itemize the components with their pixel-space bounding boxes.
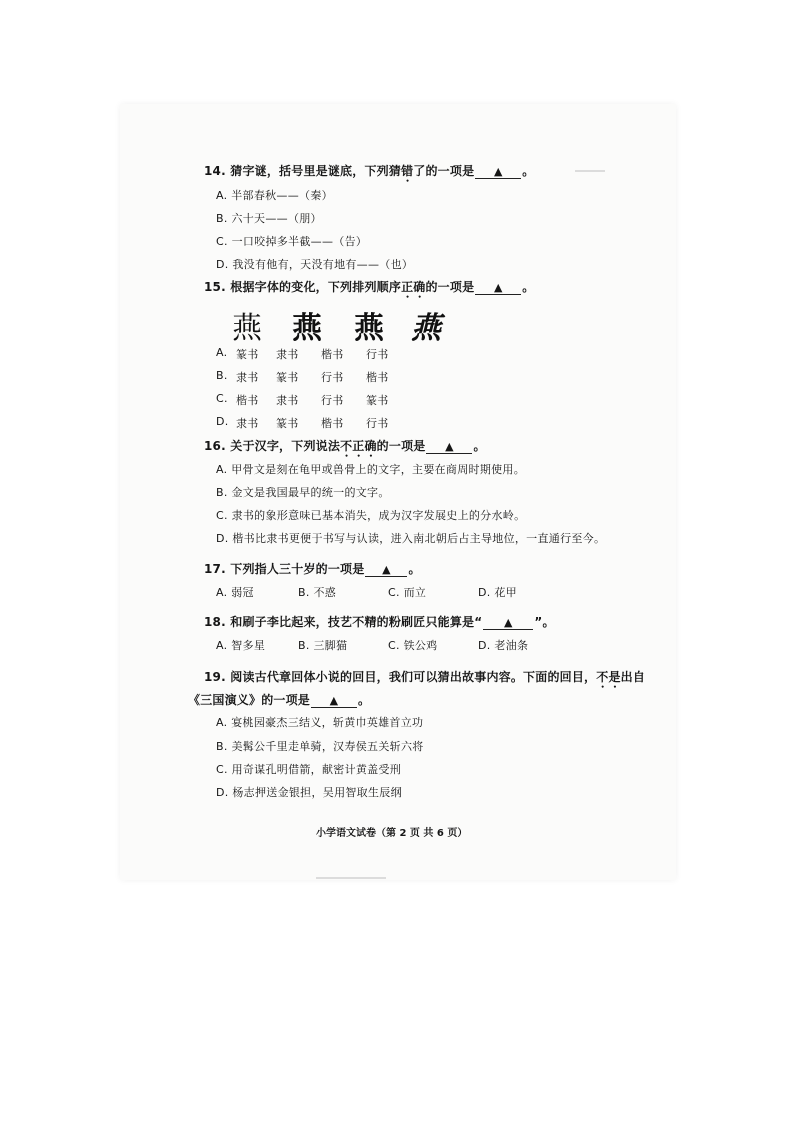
q16-option-d	[216, 530, 605, 546]
option-text: 六十天——（朋）	[231, 212, 322, 225]
q16-end: 。	[473, 439, 486, 453]
q15-option-c	[216, 392, 389, 407]
triangle-icon: ▲	[493, 165, 503, 178]
scan-smudge	[575, 170, 605, 172]
option-cell: 隶书	[276, 348, 299, 361]
option-label: C.	[216, 392, 228, 405]
q16-prefix: 关于汉字，下列说法	[230, 439, 341, 453]
q15-title	[204, 278, 534, 301]
q17-option-c: C. 而立	[388, 586, 427, 599]
q15-prefix: 根据字体的变化，下列排列顺序	[230, 280, 402, 294]
glyph-regular-script: 燕	[354, 312, 384, 345]
option-label: D.	[216, 415, 229, 428]
q14-title	[204, 162, 534, 185]
q19-number: 19.	[204, 670, 226, 684]
q17-option-a: A. 弱冠	[216, 586, 254, 599]
option-label: A.	[216, 716, 228, 729]
option-label: C.	[216, 235, 228, 248]
option-label: D.	[216, 786, 229, 799]
option-cell: 行书	[321, 394, 344, 407]
option-label: D.	[216, 258, 229, 271]
option-text: 半部春秋——（秦）	[231, 189, 333, 202]
q16-option-c	[216, 507, 525, 523]
option-label: C.	[216, 509, 228, 522]
q15-end: 。	[522, 280, 535, 294]
option-text: 用奇谋孔明借箭，献密计黄盖受刑	[231, 763, 402, 776]
q18-option-a: A. 智多星	[216, 639, 266, 652]
q17-option-b: B. 不惑	[298, 586, 337, 599]
q18-number: 18.	[204, 615, 226, 629]
option-text: 一口咬掉多半截——（告）	[231, 235, 368, 248]
q17-number: 17.	[204, 562, 226, 576]
scan-smudge	[316, 877, 386, 879]
q16-suffix: 的一项是	[376, 439, 426, 453]
q17-prefix: 下列指人三十岁的一项是	[230, 562, 365, 576]
q15-option-d	[216, 415, 389, 430]
q14-end: 。	[522, 164, 535, 178]
option-text: 宴桃园豪杰三结义，斩黄巾英雄首立功	[231, 716, 424, 729]
q19-option-c	[216, 761, 401, 777]
q17-option-d: D. 花甲	[478, 586, 517, 599]
option-label: A.	[216, 189, 228, 202]
q14-answer-blank	[475, 165, 521, 179]
option-text: 楷书比隶书更便于书写与认读，进入南北朝后占主导地位，一直通行至今。	[232, 532, 606, 545]
q19-title-line1	[204, 668, 645, 691]
option-cell: 楷书	[321, 348, 344, 361]
q15-option-b	[216, 369, 389, 384]
q19-emphasis: 不是	[596, 670, 621, 684]
q19-answer-blank	[311, 694, 357, 708]
q16-emphasis: 不正确	[340, 439, 377, 453]
q16-number: 16.	[204, 439, 226, 453]
q19-end: 。	[358, 693, 371, 707]
q18-option-b: B. 三脚猫	[298, 639, 348, 652]
triangle-icon: ▲	[329, 694, 339, 707]
glyph-clerical-script: 燕	[292, 311, 322, 346]
option-cell: 行书	[366, 348, 389, 361]
option-cell: 行书	[321, 371, 344, 384]
q15-answer-blank	[475, 281, 521, 295]
option-cell: 隶书	[236, 417, 259, 430]
option-text: 甲骨文是刻在龟甲或兽骨上的文字，主要在商周时期使用。	[231, 463, 526, 476]
glyph-running-script: 燕	[411, 311, 441, 346]
q17-title	[204, 560, 421, 577]
option-label: B.	[216, 212, 228, 225]
triangle-icon: ▲	[493, 281, 503, 294]
q14-prefix: 猜字谜，括号里是谜底，下列猜	[230, 164, 402, 178]
option-label: D.	[216, 532, 229, 545]
option-cell: 楷书	[366, 371, 389, 384]
q19-suffix: 出自	[620, 670, 646, 684]
q16-title	[204, 437, 486, 460]
option-cell: 篆书	[276, 417, 299, 430]
option-text: 隶书的象形意味已基本消失，成为汉字发展史上的分水岭。	[231, 509, 526, 522]
q18-option-d: D. 老油条	[478, 639, 529, 652]
option-cell: 楷书	[321, 417, 344, 430]
option-label: C.	[216, 763, 228, 776]
q19-option-a	[216, 714, 423, 730]
q15-emphasis: 正确	[401, 280, 426, 294]
q17-end: 。	[408, 562, 421, 576]
q14-option-d	[216, 256, 413, 272]
q14-option-b	[216, 210, 322, 226]
option-text: 金文是我国最早的统一的文字。	[231, 486, 390, 499]
option-cell: 隶书	[236, 371, 259, 384]
glyph-seal-script: 燕	[232, 311, 262, 346]
option-cell: 楷书	[236, 394, 259, 407]
q19-option-d	[216, 784, 402, 800]
q18-open-quote: “	[474, 615, 483, 629]
triangle-icon: ▲	[445, 440, 454, 453]
q18-answer-blank	[483, 616, 533, 630]
page-footer: 小学语文试卷（第 2 页 共 6 页）	[316, 828, 468, 839]
q17-answer-blank	[365, 563, 407, 577]
option-cell: 篆书	[366, 394, 389, 407]
q14-emphasis: 错	[401, 164, 414, 178]
q18-close-quote: ”。	[534, 615, 555, 629]
option-label: B.	[216, 740, 228, 753]
q16-answer-blank	[426, 440, 472, 454]
q18-prefix: 和刷子李比起来，技艺不精的粉刷匠只能算是	[230, 615, 475, 629]
q19-line2: 《三国演义》的一项是	[188, 693, 311, 707]
q15-option-a	[216, 346, 389, 361]
option-cell: 篆书	[236, 348, 259, 361]
option-label: A.	[216, 463, 228, 476]
q19-option-b	[216, 738, 424, 754]
option-label: B.	[216, 369, 228, 382]
q14-suffix: 了的一项是	[413, 164, 475, 178]
option-text: 杨志押送金银担，吴用智取生辰纲	[232, 786, 402, 799]
option-text: 美髯公千里走单骑，汉寿侯五关斩六将	[231, 740, 424, 753]
q14-option-a	[216, 187, 333, 203]
q19-prefix: 阅读古代章回体小说的回目，我们可以猜出故事内容。下面的回目，	[230, 670, 597, 684]
triangle-icon: ▲	[382, 563, 391, 576]
q18-option-c: C. 铁公鸡	[388, 639, 438, 652]
option-cell: 行书	[366, 417, 389, 430]
q15-number: 15.	[204, 280, 226, 294]
q14-number: 14.	[204, 164, 226, 178]
option-cell: 隶书	[276, 394, 299, 407]
q14-option-c	[216, 233, 367, 249]
q15-suffix: 的一项是	[425, 280, 475, 294]
q16-option-b	[216, 484, 390, 500]
triangle-icon: ▲	[504, 616, 513, 629]
option-text: 我没有他有，天没有地有——（也）	[232, 258, 414, 271]
q16-option-a	[216, 461, 525, 477]
option-cell: 篆书	[276, 371, 299, 384]
q19-title-line2	[188, 691, 370, 708]
option-label: A.	[216, 346, 228, 359]
option-label: B.	[216, 486, 228, 499]
q18-title	[204, 613, 555, 630]
